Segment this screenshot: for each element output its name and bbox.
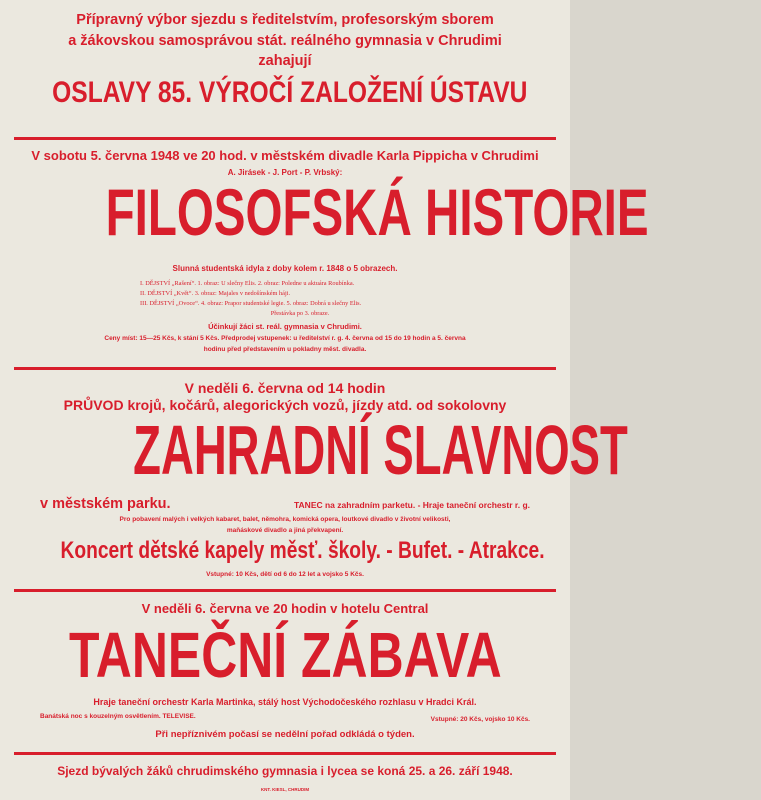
garden-dance: TANEC na zahradním parketu. - Hraje taneční orchestr r. g.: [293, 500, 530, 510]
garden-concert: Koncert dětské kapely měsť. školy. - Bufet. - Atrakce.: [60, 537, 545, 564]
theatre-subtitle: Slunná studentská idyla z doby kolem r. 1848 o 5 obrazech.: [172, 264, 398, 273]
theatre-acts: [140, 279, 460, 319]
divider: [14, 589, 556, 592]
dance-title-wrap: [0, 618, 570, 692]
theatre-performers: Účinkují žáci st. reál. gymnasia v Chrudimi.: [208, 322, 362, 331]
garden-parade: PRŮVOD krojů, kočárů, alegorických vozů, jízdy atd. od sokolovny: [63, 397, 507, 413]
theatre-prices-1: Ceny míst: 15—25 Kčs, k stání 5 Kčs. Předprodej vstupenek: u ředitelství r. g. 4. června od 15 do 19 hodin a 5. června: [104, 335, 466, 342]
dance-band: Hraje taneční orchestr Karla Martinka, stálý host Východočeského rozhlasu v Hradci Král.: [93, 697, 477, 707]
theatre-prices-2: hodinu před představením u pokladny měst. divadla.: [203, 346, 367, 353]
dance-when: V neděli 6. června ve 20 hodin v hotelu Central: [141, 601, 429, 616]
celebration-heading: OSLAVY 85. VÝROČÍ ZALOŽENÍ ÚSTAVU: [52, 76, 528, 109]
garden-kids-2: maňáskové divadlo a jiná překvapení.: [226, 527, 344, 534]
theatre-title-wrap: [0, 174, 649, 250]
dance-night: Banátská noc s kouzelným osvětlením. TELEVISE.: [40, 713, 196, 720]
divider: [14, 137, 556, 140]
divider: [14, 367, 556, 370]
dance-title: TANEČNÍ ZÁBAVA: [68, 619, 502, 691]
celebration-heading-wrap: [0, 76, 570, 110]
reunion-note: Sjezd bývalých žáků chrudimského gymnasia i lycea se koná 25. a 26. září 1948.: [57, 764, 513, 778]
printer-imprint: KNT. KIESL, CHRUDIM: [260, 787, 310, 792]
act-line: III. DĚJSTVÍ „Ovoce“. 4. obraz: Prapor studentské legie. 5. obraz: Dobrá u slečny Elis.: [140, 300, 362, 307]
dance-admission: Vstupné: 20 Kčs, vojsko 10 Kčs.: [430, 716, 530, 723]
theatre-title: FILOSOFSKÁ HISTORIE: [105, 175, 649, 249]
garden-concert-wrap: [0, 537, 570, 565]
garden-kids-1: Pro pobavení malých i velkých kabaret, balet, němohra, komická opera, loutkové divadlo v životní velikosti,: [119, 516, 451, 523]
act-line: I. DĚJSTVÍ „Rašení“. 1. obraz: U slečny Elis. 2. obraz: Poledne u aktuára Roubínka.: [140, 280, 355, 287]
theatre-authors: A. Jirásek - J. Port - P. Vrbský:: [227, 168, 343, 177]
garden-when: V neděli 6. června od 14 hodin: [184, 380, 386, 396]
garden-where: v městském parku.: [40, 496, 171, 512]
act-line: Přestávka po 3. obraze.: [270, 310, 330, 317]
garden-admission: Vstupné: 10 Kčs, dětí od 6 do 12 let a vojsko 5 Kčs.: [206, 571, 364, 578]
committee-line-3: zahajují: [258, 53, 312, 69]
act-line: II. DĚJSTVÍ „Květ“. 3. obraz: Majales v nedošínském háji.: [140, 290, 291, 297]
committee-line-2: a žákovskou samosprávou stát. reálného gymnasia v Chrudimi: [68, 33, 502, 49]
dance-weather: Při nepříznivém počasí se nedělní pořad odkládá o týden.: [155, 729, 415, 740]
divider: [14, 752, 556, 755]
garden-title-wrap: [0, 410, 628, 490]
garden-title: ZAHRADNÍ SLAVNOST: [133, 411, 628, 489]
theatre-when: V sobotu 5. června 1948 ve 20 hod. v městském divadle Karla Pippicha v Chrudimi: [31, 148, 539, 163]
committee-line-1: Přípravný výbor sjezdu s ředitelstvím, profesorským sborem: [76, 12, 494, 28]
